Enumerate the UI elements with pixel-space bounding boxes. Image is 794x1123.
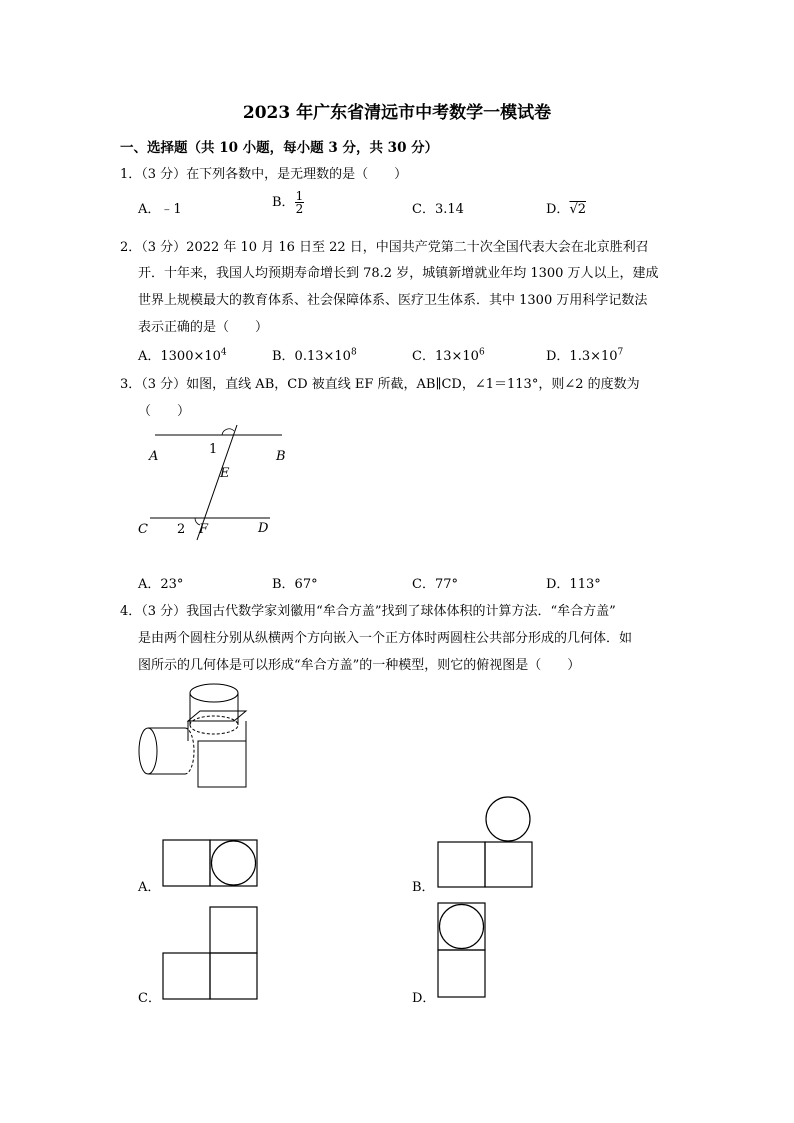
q4-option-a-label: A． xyxy=(138,880,161,895)
label-angle-1: 1 xyxy=(209,442,218,457)
q3-option-d: D．113° xyxy=(546,577,601,592)
exponent: 8 xyxy=(350,347,357,358)
question-3-line-2: （ ） xyxy=(138,404,191,419)
question-3-line-1: 3．（3 分）如图，直线 AB，CD 被直线 EF 所截，AB∥CD，∠1＝113°，则∠2 的度数为 xyxy=(120,377,640,392)
exponent: 6 xyxy=(478,347,485,358)
question-4-line-3: 图所示的几何体是可以形成“牟合方盖”的一种模型，则它的俯视图是（ ） xyxy=(138,658,581,673)
q2-option-b xyxy=(272,345,357,364)
circle xyxy=(212,841,256,885)
numerator: 1 xyxy=(295,189,304,203)
label-a: A xyxy=(149,449,159,464)
q2-option-a xyxy=(138,345,227,364)
square xyxy=(485,842,532,887)
question-4-line-1: 4．（3 分）我国古代数学家刘徽用“牟合方盖”找到了球体体积的计算方法．“牟合方盖” xyxy=(120,604,616,619)
square xyxy=(438,842,485,887)
question-2-line-4: 表示正确的是（ ） xyxy=(138,320,269,335)
horizontal-cylinder-end xyxy=(139,728,157,774)
vertical-cylinder-bottom xyxy=(190,725,238,734)
question-2-line-3: 世界上规模最大的教育体系、社会保障体系、医疗卫生体系．其中 1300 万用科学记数法 xyxy=(138,293,648,308)
square xyxy=(438,903,485,950)
q1-option-b-label: B． xyxy=(272,195,295,210)
vertical-cylinder-top xyxy=(190,684,238,702)
q1-option-c: C．3.14 xyxy=(412,202,464,217)
q1-option-d-label: D． xyxy=(546,202,570,217)
label-e: E xyxy=(220,466,230,481)
q1-option-b xyxy=(272,190,304,215)
circle xyxy=(486,797,530,841)
q2-option-a-base: A．1300×10 xyxy=(138,349,221,364)
exponent: 4 xyxy=(220,347,227,358)
q4-option-c-figure xyxy=(162,906,262,1001)
q2-option-d-base: D．1.3×10 xyxy=(546,349,618,364)
q4-option-b-figure xyxy=(437,796,537,891)
page-title: 2023 年广东省清远市中考数学一模试卷 xyxy=(242,103,552,123)
square xyxy=(210,953,257,999)
q4-option-c-label: C． xyxy=(138,991,161,1006)
denominator: 2 xyxy=(295,202,304,216)
question-2-line-2: 开．十年来，我国人均预期寿命增长到 78.2 岁，城镇新增就业年均 1300 万人以上，建成 xyxy=(138,266,659,281)
angle-1-arc xyxy=(222,429,234,435)
square xyxy=(210,907,257,953)
q2-option-c-base: C．13×10 xyxy=(412,349,479,364)
q2-option-d xyxy=(546,345,623,364)
square xyxy=(163,840,210,886)
q1-option-d xyxy=(546,198,586,217)
cube-cylinders-figure xyxy=(130,678,260,793)
fraction xyxy=(295,190,305,215)
label-d: D xyxy=(258,521,269,536)
square xyxy=(210,840,257,886)
parallel-lines-figure xyxy=(130,420,300,545)
q2-option-b-base: B．0.13×10 xyxy=(272,349,351,364)
question-1-stem: 1．（3 分）在下列各数中，是无理数的是（ ） xyxy=(120,167,408,182)
horizontal-cylinder-inner-end xyxy=(185,728,194,774)
label-angle-2: 2 xyxy=(177,522,186,537)
label-c: C xyxy=(138,522,148,537)
q1-option-a: A．﹣1 xyxy=(138,202,182,217)
sqrt-expression: √2 xyxy=(569,202,586,217)
exponent: 7 xyxy=(617,347,624,358)
q3-option-a: A．23° xyxy=(138,577,184,592)
question-4-line-2: 是由两个圆柱分别从纵横两个方向嵌入一个正方体时两圆柱公共部分形成的几何体．如 xyxy=(138,631,633,646)
q4-option-d-label: D． xyxy=(412,991,436,1006)
q4-option-d-figure xyxy=(437,902,489,1002)
cube-front-face xyxy=(198,741,246,787)
label-f: F xyxy=(199,522,209,537)
square xyxy=(438,950,485,997)
question-2-line-1: 2．（3 分）2022 年 10 月 16 日至 22 日，中国共产党第二十次全国代表大会在北京胜利召 xyxy=(120,240,649,255)
q2-option-c xyxy=(412,345,485,364)
q4-option-b-label: B． xyxy=(412,880,435,895)
square xyxy=(163,953,210,999)
section-heading: 一、选择题（共 10 小题，每小题 3 分，共 30 分） xyxy=(120,140,439,156)
q4-option-a-figure xyxy=(162,839,262,889)
q3-option-c: C．77° xyxy=(412,577,458,592)
label-b: B xyxy=(276,449,286,464)
q3-option-b: B．67° xyxy=(272,577,318,592)
circle xyxy=(440,905,484,949)
